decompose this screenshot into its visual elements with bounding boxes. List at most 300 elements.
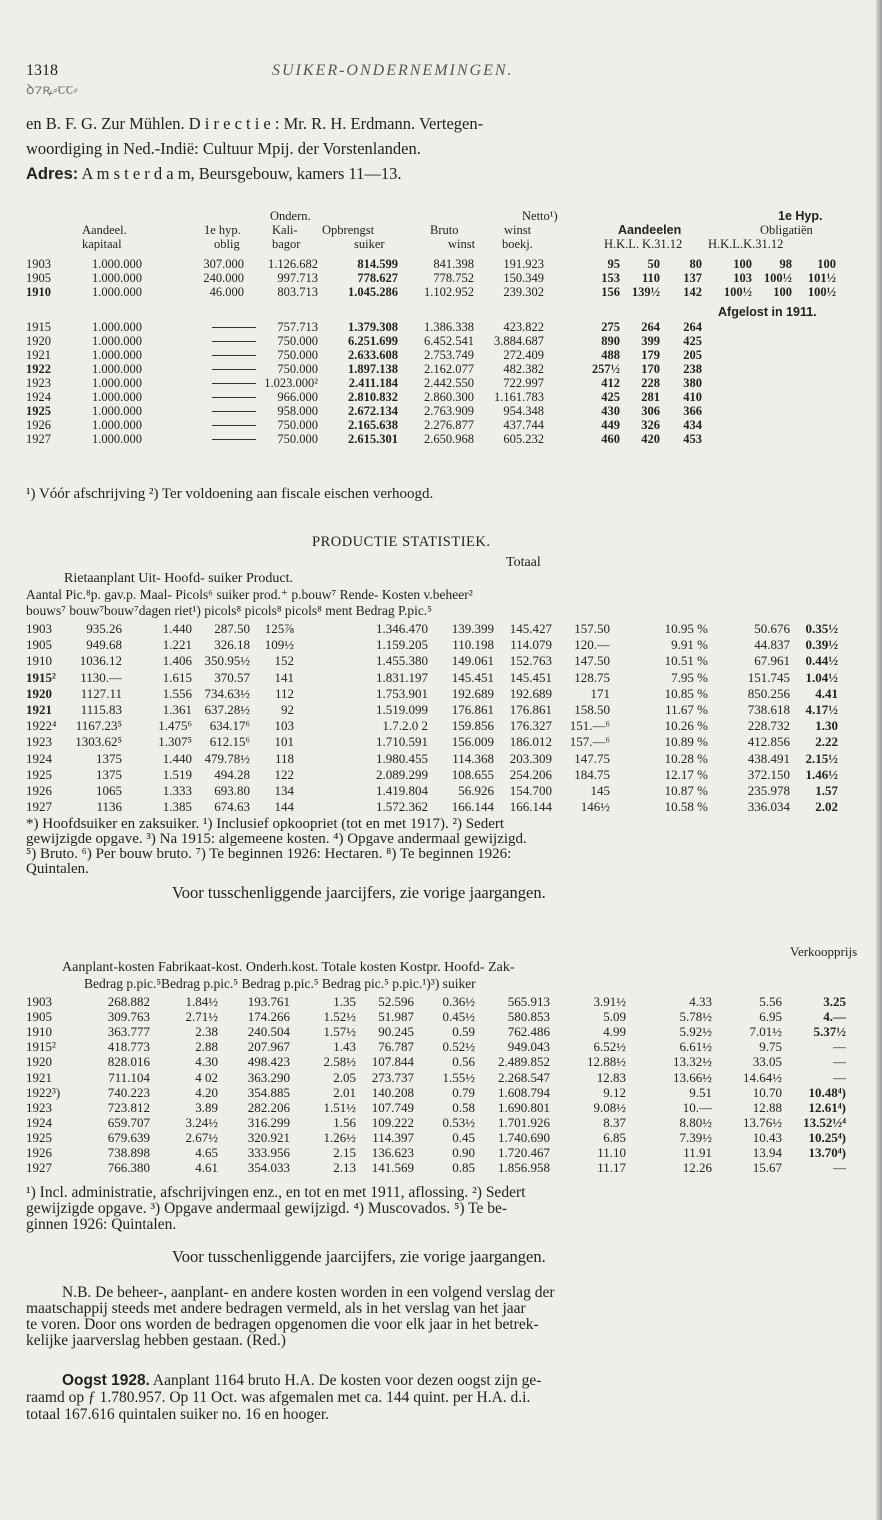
fin-cell-a1: 460 xyxy=(601,432,620,446)
cost-cell-tp: 9.08½ xyxy=(593,1100,626,1115)
cost-cell-op: 1.55½ xyxy=(442,1070,475,1085)
prod-cell-tot: 192.689 xyxy=(509,686,552,701)
prod-head-3: bouws⁷ bouw⁷bouw⁷dagen riet¹) picols⁸ picols⁸ picols⁸ ment Bedrag P.pic.⁵ xyxy=(26,603,432,618)
fin-cell-netto: 272.409 xyxy=(503,348,544,362)
fin-cell-hyp-dash xyxy=(212,439,256,440)
fin-cell-a1: 412 xyxy=(601,376,620,390)
cost-cell-fp: 2.13 xyxy=(333,1160,356,1175)
fin-cell-opbr: 778.627 xyxy=(357,271,398,285)
cost-cell-fp: 2.58½ xyxy=(323,1054,356,1069)
cost-cell-year: 1925 xyxy=(26,1130,52,1145)
fin-cell-kap: 1.000.000 xyxy=(92,257,142,271)
cost-cell-hs: 10.43 xyxy=(752,1130,782,1145)
prod-cell-bedrag: 151.745 xyxy=(747,670,790,685)
prod-footnote-3: ⁵) Bruto. ⁶) Per bouw bruto. ⁷) Te beginnen 1926: Hectaren. ⁸) Te beginnen 1926: xyxy=(26,846,512,862)
cost-cell-ob: 273.737 xyxy=(371,1070,414,1085)
fin-cell-netto: 191.923 xyxy=(503,257,544,271)
cost-cell-year: 1927 xyxy=(26,1160,52,1175)
fin-cell-a1: 153 xyxy=(601,271,620,285)
fin-cell-opbr: 6.251.699 xyxy=(348,334,398,348)
prod-cell-rend: 10.26 % xyxy=(664,718,708,733)
cost-cell-kp: 12.26 xyxy=(682,1160,712,1175)
fin-cell-a3: 380 xyxy=(683,376,702,390)
cost-cell-fb: 174.266 xyxy=(247,1009,290,1024)
fin-cell-a2: 420 xyxy=(641,432,660,446)
prod-cell-ppic: 2.22 xyxy=(815,734,838,749)
prod-cell-ppic: 1.46½ xyxy=(805,767,838,782)
cost-cell-hs: 14.64½ xyxy=(743,1070,782,1085)
prod-cell-pb: 120.— xyxy=(574,637,610,652)
fin-head-kali: Kali- xyxy=(272,223,298,237)
cost-cell-ap: 4.30 xyxy=(195,1054,218,1069)
prod-cell-bedrag: 228.732 xyxy=(747,718,790,733)
prod-cell-dagen: 118 xyxy=(274,751,294,766)
prod-cell-rend: 10.95 % xyxy=(664,621,708,636)
prod-cell-dagen: 125⅞ xyxy=(264,621,294,636)
prod-cell-riet: 1.710.591 xyxy=(376,734,428,749)
fin-cell-year: 1920 xyxy=(26,334,51,348)
fin-cell-a3: 453 xyxy=(683,432,702,446)
prod-cell-dagen: 134 xyxy=(274,783,294,798)
prod-cell-rend: 9.91 % xyxy=(671,637,708,652)
cost-cell-year: 1903 xyxy=(26,994,52,1009)
page-edge xyxy=(876,0,882,1520)
prod-cell-pic: 1.333 xyxy=(162,783,192,798)
cost-cell-tb: 2.489.852 xyxy=(498,1054,550,1069)
fin-cell-year: 1927 xyxy=(26,432,51,446)
prod-cell-dagen: 144 xyxy=(274,799,294,814)
fin-head-hkl-k3112: H.K.L.K.31.12 xyxy=(708,237,784,251)
fin-cell-a1: 430 xyxy=(601,404,620,418)
cost-cell-ap: 4 02 xyxy=(195,1070,218,1085)
cost-voor-note: Voor tusschenliggende jaarcijfers, zie vorige jaargangen. xyxy=(172,1247,546,1266)
cost-cell-ob: 114.397 xyxy=(372,1130,414,1145)
cost-cell-zk: 10.25⁴) xyxy=(808,1130,846,1145)
afgelost-note: Afgelost in 1911. xyxy=(718,305,817,319)
adres-label: Adres: xyxy=(26,165,79,183)
fin-cell-hyp-dash xyxy=(212,369,256,370)
cost-cell-ab: 711.104 xyxy=(108,1070,150,1085)
prod-cell-bouws: 949.68 xyxy=(86,637,122,652)
prod-cell-tot: 114.079 xyxy=(510,637,552,652)
fin-cell-a2: 306 xyxy=(641,404,660,418)
fin-cell-year: 1924 xyxy=(26,390,51,404)
cost-cell-tp: 6.85 xyxy=(603,1130,626,1145)
prod-cell-bedrag: 336.034 xyxy=(747,799,790,814)
cost-cell-fp: 2.01 xyxy=(333,1085,356,1100)
cost-cell-kp: 8.80½ xyxy=(679,1115,712,1130)
fin-cell-bagor: 803.713 xyxy=(277,285,318,299)
fin-cell-opbr: 1.379.308 xyxy=(348,320,398,334)
cost-cell-ob: 51.987 xyxy=(378,1009,414,1024)
cost-cell-ab: 738.898 xyxy=(107,1145,150,1160)
cost-cell-ob: 107.844 xyxy=(371,1054,414,1069)
cost-cell-tp: 3.91½ xyxy=(593,994,626,1009)
prod-cell-hs: 176.861 xyxy=(451,702,494,717)
prod-cell-ppic: 1.57 xyxy=(815,783,838,798)
prod-cell-bouws: 1130.— xyxy=(80,670,122,685)
fin-cell-a1: 275 xyxy=(601,320,620,334)
fin-cell-kap: 1.000.000 xyxy=(92,390,142,404)
adres-value: A m s t e r d a m, Beursgebouw, kamers 11—13. xyxy=(81,164,402,183)
cost-cell-fb: 193.761 xyxy=(247,994,290,1009)
fin-cell-netto: 423.822 xyxy=(503,320,544,334)
fin-cell-a1: 890 xyxy=(601,334,620,348)
cost-cell-tb: 1.740.690 xyxy=(498,1130,550,1145)
fin-head-oblig: oblig xyxy=(214,237,240,251)
fin-cell-o1: 103 xyxy=(733,271,752,285)
fin-cell-kap: 1.000.000 xyxy=(92,348,142,362)
cost-footnote-3: ginnen 1926: Quintalen. xyxy=(26,1216,177,1233)
prod-cell-gav: 287.50 xyxy=(214,621,250,636)
prod-cell-bedrag: 235.978 xyxy=(747,783,790,798)
prod-cell-hs: 166.144 xyxy=(451,799,494,814)
prod-cell-dagen: 109½ xyxy=(264,637,294,652)
fin-cell-bagor: 997.713 xyxy=(277,271,318,285)
prod-cell-bedrag: 850.256 xyxy=(747,686,790,701)
fin-cell-a2: 170 xyxy=(641,362,660,376)
cost-cell-kp: 5.78½ xyxy=(679,1009,712,1024)
fin-cell-year: 1921 xyxy=(26,348,51,362)
prod-cell-dagen: 152 xyxy=(274,653,294,668)
prod-footnote-1: *) Hoofdsuiker en zaksuiker. ¹) Inclusief opkoopriet (tot en met 1917). ²) Sedert xyxy=(26,816,505,832)
prod-cell-rend: 10.58 % xyxy=(664,799,708,814)
fin-cell-a2: 326 xyxy=(641,418,660,432)
fin-head-bruto: Bruto xyxy=(430,223,459,237)
cost-cell-kp: 7.39½ xyxy=(679,1130,712,1145)
prod-cell-gav: 674.63 xyxy=(214,799,250,814)
fin-head-obligatien: Obligatiën xyxy=(760,223,813,237)
cost-cell-zk: — xyxy=(833,1039,846,1054)
prod-cell-tot: 186.012 xyxy=(509,734,552,749)
prod-cell-rend: 12.17 % xyxy=(664,767,708,782)
prod-cell-dagen: 103 xyxy=(274,718,294,733)
fin-head-boekj: boekj. xyxy=(502,237,533,251)
prod-footnote-2: gewijzigde opgave. ³) Na 1915: algemeene kosten. ⁴) Opgave andermaal gewijzigd. xyxy=(26,831,527,847)
cost-cell-tb: 762.486 xyxy=(507,1024,550,1039)
cost-cell-ap: 4.65 xyxy=(195,1145,218,1160)
fin-cell-o2: 98 xyxy=(779,257,792,271)
prod-cell-gav: 634.17⁶ xyxy=(209,718,250,733)
cost-cell-fp: 1.56 xyxy=(333,1115,356,1130)
prod-cell-riet: 1.159.205 xyxy=(376,637,428,652)
fin-cell-bruto: 2.276.877 xyxy=(424,418,474,432)
cost-cell-year: 1926 xyxy=(26,1145,52,1160)
prod-head-totaal: Totaal xyxy=(506,555,541,570)
cost-cell-ab: 309.763 xyxy=(107,1009,150,1024)
fin-cell-o3: 101½ xyxy=(807,271,836,285)
fin-cell-a3: 434 xyxy=(683,418,702,432)
prod-cell-ppic: 1.30 xyxy=(815,718,838,733)
fin-head-aandeelen: Aandeelen xyxy=(618,223,682,237)
cost-cell-ap: 4.20 xyxy=(195,1085,218,1100)
prod-cell-year: 1924 xyxy=(26,751,52,766)
production-title: PRODUCTIE STATISTIEK. xyxy=(312,534,491,550)
fin-cell-kap: 1.000.000 xyxy=(92,376,142,390)
ink-stamp: ꝺ⁊ꝶ⸗ꞇꞇ⸗ xyxy=(26,83,78,98)
cost-cell-tp: 12.88½ xyxy=(587,1054,626,1069)
prod-cell-year: 1922⁴ xyxy=(26,718,57,733)
prod-cell-ppic: 0.44½ xyxy=(805,653,838,668)
prod-cell-bouws: 1375 xyxy=(96,751,122,766)
cost-cell-op: 0.85 xyxy=(452,1160,475,1175)
cost-cell-zk: 12.61⁴) xyxy=(808,1100,846,1115)
fin-cell-bagor: 958.000 xyxy=(277,404,318,418)
cost-cell-fb: 363.290 xyxy=(247,1070,290,1085)
cost-cell-ab: 268.882 xyxy=(107,994,150,1009)
cost-cell-tb: 949.043 xyxy=(507,1039,550,1054)
cost-cell-tp: 11.17 xyxy=(597,1160,626,1175)
fin-cell-bruto: 2.763.909 xyxy=(424,404,474,418)
fin-cell-hyp-dash xyxy=(212,411,256,412)
fin-cell-netto: 722.997 xyxy=(503,376,544,390)
cost-cell-fp: 1.35 xyxy=(333,994,356,1009)
prod-cell-year: 1910 xyxy=(26,653,52,668)
prod-cell-riet: 1.753.901 xyxy=(376,686,428,701)
cost-cell-op: 0.79 xyxy=(452,1085,475,1100)
cost-cell-year: 1910 xyxy=(26,1024,52,1039)
fin-head-hkl: H.K.L. xyxy=(604,237,640,251)
fin-cell-netto: 239.302 xyxy=(503,285,544,299)
fin-cell-year: 1905 xyxy=(26,271,51,285)
fin-cell-o1: 100½ xyxy=(723,285,752,299)
prod-cell-bouws: 1375 xyxy=(96,767,122,782)
cost-cell-op: 0.56 xyxy=(452,1054,475,1069)
cost-cell-hs: 5.56 xyxy=(759,994,782,1009)
fin-cell-a2: 281 xyxy=(641,390,660,404)
prod-cell-bouws: 1036.12 xyxy=(79,653,122,668)
prod-cell-hs: 145.451 xyxy=(451,670,494,685)
prod-cell-year: 1903 xyxy=(26,621,52,636)
cost-cell-fp: 1.26½ xyxy=(323,1130,356,1145)
cost-cell-tb: 1.690.801 xyxy=(498,1100,550,1115)
prod-cell-pb: 158.50 xyxy=(574,702,610,717)
cost-cell-tb: 1.856.958 xyxy=(498,1160,550,1175)
cost-cell-fp: 1.52½ xyxy=(323,1009,356,1024)
cost-cell-op: 0.45½ xyxy=(442,1009,475,1024)
fin-cell-hyp-dash xyxy=(212,341,256,342)
prod-cell-bedrag: 67.961 xyxy=(754,653,790,668)
cost-cell-tp: 8.37 xyxy=(603,1115,626,1130)
fin-cell-hyp-dash xyxy=(212,397,256,398)
nb-line-4: kelijke jaarverslag hebben gestaan. (Red.) xyxy=(26,1332,286,1349)
oogst-line-3: totaal 167.616 quintalen suiker no. 16 en hooger. xyxy=(26,1406,330,1423)
fin-cell-hyp: 240.000 xyxy=(203,271,244,285)
fin-cell-bruto: 2.650.968 xyxy=(424,432,474,446)
prod-cell-bouws: 1303.62⁵ xyxy=(75,734,122,749)
prod-cell-year: 1905 xyxy=(26,637,52,652)
prod-cell-pic: 1.361 xyxy=(162,702,192,717)
fin-cell-bruto: 2.162.077 xyxy=(424,362,474,376)
fin-cell-year: 1923 xyxy=(26,376,51,390)
cost-cell-kp: 9.51 xyxy=(689,1085,712,1100)
fin-cell-a1: 156 xyxy=(601,285,620,299)
prod-cell-riet: 1.419.804 xyxy=(376,783,428,798)
prod-cell-year: 1926 xyxy=(26,783,52,798)
fin-head-bagor: bagor xyxy=(272,237,301,251)
prod-cell-bedrag: 372.150 xyxy=(747,767,790,782)
prod-cell-pic: 1.440 xyxy=(162,621,192,636)
cost-cell-year: 1920 xyxy=(26,1054,52,1069)
fin-cell-o1: 100 xyxy=(733,257,752,271)
intro-line-2: woordiging in Ned.-Indië: Cultuur Mpij. der Vorstenlanden. xyxy=(26,139,421,158)
prod-cell-hs: 110.198 xyxy=(452,637,494,652)
prod-cell-hs: 159.856 xyxy=(451,718,494,733)
cost-cell-fb: 207.967 xyxy=(247,1039,290,1054)
cost-cell-fp: 2.05 xyxy=(333,1070,356,1085)
fin-cell-a3: 264 xyxy=(683,320,702,334)
cost-cell-tp: 12.83 xyxy=(596,1070,626,1085)
prod-footnote-4: Quintalen. xyxy=(26,861,89,877)
fin-cell-o3: 100½ xyxy=(807,285,836,299)
fin-cell-a3: 425 xyxy=(683,334,702,348)
prod-cell-bedrag: 412.856 xyxy=(747,734,790,749)
prod-cell-tot: 154.700 xyxy=(509,783,552,798)
prod-cell-bouws: 1136 xyxy=(96,799,122,814)
fin-cell-year: 1915 xyxy=(26,320,51,334)
fin-cell-netto: 3.884.687 xyxy=(494,334,544,348)
cost-cell-ob: 90.245 xyxy=(378,1024,414,1039)
prod-head-2: Aantal Pic.⁸p. gav.p. Maal- Picols⁶ suiker prod.⁺ p.bouw⁷ Rende- Kosten v.beheer² xyxy=(26,587,473,602)
cost-footnote-1: ¹) Incl. administratie, afschrijvingen enz., en tot en met 1911, aflossing. ²) Sedert xyxy=(26,1184,526,1201)
cost-cell-tb: 580.853 xyxy=(507,1009,550,1024)
cost-cell-ap: 2.71½ xyxy=(185,1009,218,1024)
fin-head-winst: winst xyxy=(504,223,532,237)
cost-cell-op: 0.90 xyxy=(452,1145,475,1160)
fin-cell-bagor: 750.000 xyxy=(277,348,318,362)
oogst-text-1: Aanplant 1164 bruto H.A. De kosten voor dezen oogst zijn ge- xyxy=(149,1372,542,1389)
prod-cell-hs: 192.689 xyxy=(451,686,494,701)
prod-cell-pb: 151.—⁶ xyxy=(569,718,610,733)
cost-cell-ob: 76.787 xyxy=(378,1039,414,1054)
fin-cell-hyp: 46.000 xyxy=(209,285,244,299)
prod-cell-dagen: 122 xyxy=(274,767,294,782)
fin-cell-kap: 1.000.000 xyxy=(92,362,142,376)
fin-cell-a1: 449 xyxy=(601,418,620,432)
prod-cell-gav: 734.63½ xyxy=(204,686,250,701)
nb-line-1: N.B. De beheer-, aanplant- en andere kosten worden in een volgend verslag der xyxy=(62,1284,555,1301)
fin-cell-opbr: 2.672.134 xyxy=(348,404,398,418)
fin-cell-kap: 1.000.000 xyxy=(92,432,142,446)
prod-cell-dagen: 92 xyxy=(281,702,294,717)
fin-cell-year: 1903 xyxy=(26,257,51,271)
fin-head-ondern: Ondern. xyxy=(270,209,311,223)
cost-cell-tp: 9.12 xyxy=(603,1085,626,1100)
page-title: SUIKER-ONDERNEMINGEN. xyxy=(272,62,514,79)
prod-cell-bedrag: 738.618 xyxy=(747,702,790,717)
prod-cell-hs: 156.009 xyxy=(451,734,494,749)
cost-cell-fb: 240.504 xyxy=(247,1024,290,1039)
cost-cell-hs: 10.70 xyxy=(752,1085,782,1100)
cost-cell-ap: 4.61 xyxy=(195,1160,218,1175)
prod-cell-dagen: 141 xyxy=(274,670,294,685)
prod-voor-note: Voor tusschenliggende jaarcijfers, zie vorige jaargangen. xyxy=(172,883,546,902)
fin-head-suiker: suiker xyxy=(354,237,385,251)
cost-cell-fp: 1.57½ xyxy=(323,1024,356,1039)
fin-cell-netto: 1.161.783 xyxy=(494,390,544,404)
fin-cell-a3: 80 xyxy=(689,257,702,271)
prod-cell-dagen: 101 xyxy=(274,734,294,749)
fin-cell-opbr: 2.165.638 xyxy=(348,418,398,432)
fin-cell-a2: 179 xyxy=(641,348,660,362)
cost-cell-ap: 3.24½ xyxy=(185,1115,218,1130)
prod-cell-pb: 128.75 xyxy=(574,670,610,685)
cost-cell-zk: 5.37½ xyxy=(813,1024,846,1039)
fin-cell-year: 1925 xyxy=(26,404,51,418)
cost-cell-kp: 10.— xyxy=(682,1100,712,1115)
fin-cell-bagor: 966.000 xyxy=(277,390,318,404)
prod-cell-year: 1925 xyxy=(26,767,52,782)
prod-cell-gav: 637.28½ xyxy=(204,702,250,717)
prod-head-1: Rietaanplant Uit- Hoofd- suiker Product. xyxy=(64,571,294,586)
prod-cell-riet: 1.831.197 xyxy=(376,670,428,685)
cost-cell-ab: 740.223 xyxy=(107,1085,150,1100)
fin-cell-a3: 410 xyxy=(683,390,702,404)
cost-footnote-2: gewijzigde opgave. ³) Opgave andermaal gewijzigd. ⁴) Muscovados. ⁵) Te be- xyxy=(26,1200,508,1217)
fin-cell-bruto: 2.753.749 xyxy=(424,348,474,362)
cost-cell-ab: 363.777 xyxy=(107,1024,150,1039)
fin-head-1ehyp: 1e hyp. xyxy=(204,223,241,237)
cost-head-2: Bedrag p.pic.⁵Bedrag p.pic.⁵ Bedrag p.pic.⁵ Bedrag pic.⁵ p.pic.¹)³) suiker xyxy=(84,976,476,991)
cost-cell-ab: 418.773 xyxy=(107,1039,150,1054)
cost-cell-fb: 320.921 xyxy=(247,1130,290,1145)
cost-cell-ob: 136.623 xyxy=(371,1145,414,1160)
prod-cell-gav: 326.18 xyxy=(214,637,250,652)
cost-cell-tb: 565.913 xyxy=(507,994,550,1009)
cost-cell-year: 1924 xyxy=(26,1115,52,1130)
fin-cell-bagor: 750.000 xyxy=(277,432,318,446)
prod-cell-pic: 1.385 xyxy=(162,799,192,814)
cost-cell-ab: 828.016 xyxy=(107,1054,150,1069)
prod-cell-gav: 479.78½ xyxy=(204,751,250,766)
fin-cell-opbr: 2.810.832 xyxy=(348,390,398,404)
cost-cell-op: 0.59 xyxy=(452,1024,475,1039)
prod-cell-tot: 145.427 xyxy=(509,621,552,636)
fin-cell-hyp: 307.000 xyxy=(203,257,244,271)
prod-cell-rend: 10.87 % xyxy=(664,783,708,798)
cost-cell-tp: 6.52½ xyxy=(593,1039,626,1054)
fin-cell-opbr: 2.615.301 xyxy=(348,432,398,446)
fin-cell-bagor: 757.713 xyxy=(277,320,318,334)
oogst-line-1 xyxy=(62,1373,541,1389)
finance-footnote: ¹) Vóór afschrijving ²) Ter voldoening aan fiscale eischen verhoogd. xyxy=(26,486,434,502)
fin-cell-netto: 605.232 xyxy=(503,432,544,446)
cost-cell-ap: 2.88 xyxy=(195,1039,218,1054)
prod-cell-riet: 1.7.2.0 2 xyxy=(382,718,428,733)
fin-head-k3112: K.31.12 xyxy=(642,237,683,251)
fin-cell-a1: 488 xyxy=(601,348,620,362)
cost-cell-tb: 1.701.926 xyxy=(498,1115,550,1130)
cost-cell-hs: 6.95 xyxy=(759,1009,782,1024)
cost-cell-year: 1905 xyxy=(26,1009,52,1024)
cost-cell-zk: — xyxy=(833,1054,846,1069)
fin-cell-a3: 142 xyxy=(683,285,702,299)
prod-cell-bouws: 1167.23⁵ xyxy=(75,718,122,733)
fin-cell-bagor: 1.023.000² xyxy=(264,376,318,390)
prod-cell-rend: 11.67 % xyxy=(665,702,708,717)
nb-line-3: te voren. Door ons worden de bedragen opgenomen die voor elk jaar in het betrek- xyxy=(26,1316,539,1333)
prod-cell-pb: 157.—⁶ xyxy=(569,734,610,749)
cost-cell-ap: 3.89 xyxy=(195,1100,218,1115)
prod-cell-hs: 139.399 xyxy=(451,621,494,636)
fin-cell-hyp-dash xyxy=(212,327,256,328)
fin-head-opbrengst: Opbrengst xyxy=(322,223,375,237)
cost-cell-ob: 140.208 xyxy=(371,1085,414,1100)
cost-cell-ob: 141.569 xyxy=(371,1160,414,1175)
prod-cell-rend: 10.28 % xyxy=(664,751,708,766)
cost-cell-ob: 52.596 xyxy=(378,994,414,1009)
cost-cell-tb: 1.720.467 xyxy=(498,1145,550,1160)
